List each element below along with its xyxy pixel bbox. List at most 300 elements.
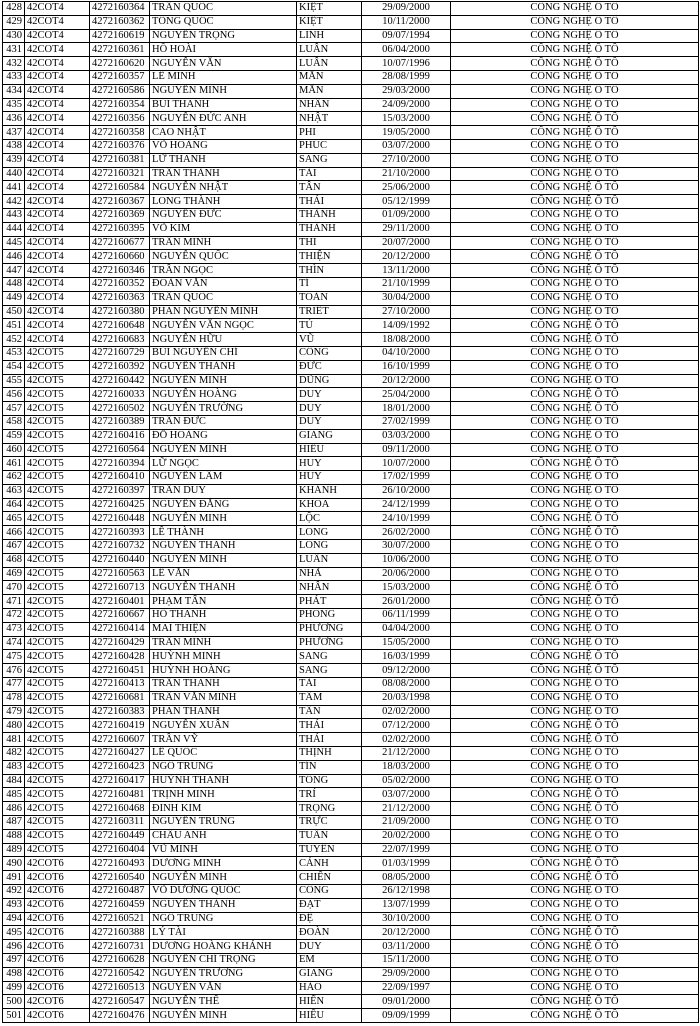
- row-number-cell: 499: [3, 981, 25, 995]
- major-cell: CÔNG NGHỆ Ô TÔ: [451, 374, 699, 388]
- row-number-cell: 500: [3, 995, 25, 1009]
- table-row: [3, 567, 699, 581]
- student-id-cell: 4272160540: [90, 871, 150, 885]
- major-cell: CÔNG NGHỆ Ô TÔ: [451, 70, 699, 84]
- student-id-cell: 4272160394: [90, 457, 150, 471]
- first-name-cell: THÁI: [297, 195, 362, 209]
- last-middle-name-cell: LÊ VĂN: [150, 567, 297, 581]
- table-row: [3, 816, 699, 830]
- major-cell: CÔNG NGHỆ Ô TÔ: [451, 691, 699, 705]
- last-middle-name-cell: NGUYỄN TRUNG: [150, 816, 297, 830]
- row-number-cell: 494: [3, 912, 25, 926]
- major-cell: CÔNG NGHỆ Ô TÔ: [451, 305, 699, 319]
- row-number-cell: 438: [3, 139, 25, 153]
- first-name-cell: TUYÊN: [297, 843, 362, 857]
- row-number-cell: 496: [3, 940, 25, 954]
- date-of-birth-cell: 18/01/2000: [362, 402, 451, 416]
- row-number-cell: 465: [3, 512, 25, 526]
- table-row: [3, 802, 699, 816]
- class-code-cell: 42COT6: [25, 995, 90, 1009]
- date-of-birth-cell: 22/07/1999: [362, 843, 451, 857]
- row-number-cell: 490: [3, 857, 25, 871]
- class-code-cell: 42COT6: [25, 898, 90, 912]
- table-row: [3, 898, 699, 912]
- class-code-cell: 42COT5: [25, 705, 90, 719]
- table-row: [3, 126, 699, 140]
- row-number-cell: 471: [3, 595, 25, 609]
- last-middle-name-cell: NGUYỄN ĐĂNG: [150, 498, 297, 512]
- major-cell: CÔNG NGHỆ Ô TÔ: [451, 622, 699, 636]
- first-name-cell: TRỌNG: [297, 802, 362, 816]
- student-id-cell: 4272160367: [90, 195, 150, 209]
- row-number-cell: 492: [3, 885, 25, 899]
- major-cell: CÔNG NGHỆ Ô TÔ: [451, 609, 699, 623]
- last-middle-name-cell: NGUYỄN TRỌNG: [150, 29, 297, 43]
- student-id-cell: 4272160369: [90, 208, 150, 222]
- student-id-cell: 4272160619: [90, 29, 150, 43]
- row-number-cell: 479: [3, 705, 25, 719]
- student-id-cell: 4272160451: [90, 664, 150, 678]
- major-cell: CÔNG NGHỆ Ô TÔ: [451, 981, 699, 995]
- date-of-birth-cell: 15/05/2000: [362, 636, 451, 650]
- class-code-cell: 42COT4: [25, 277, 90, 291]
- last-middle-name-cell: TRẦN THÀNH: [150, 167, 297, 181]
- class-code-cell: 42COT5: [25, 540, 90, 554]
- date-of-birth-cell: 08/05/2000: [362, 871, 451, 885]
- major-cell: CÔNG NGHỆ Ô TÔ: [451, 2, 699, 16]
- first-name-cell: ĐỆ: [297, 912, 362, 926]
- first-name-cell: PHONG: [297, 609, 362, 623]
- last-middle-name-cell: TÔNG QUỐC: [150, 15, 297, 29]
- last-middle-name-cell: NGUYỄN MINH: [150, 84, 297, 98]
- first-name-cell: LUÂN: [297, 57, 362, 71]
- class-code-cell: 42COT5: [25, 553, 90, 567]
- major-cell: CÔNG NGHỆ Ô TÔ: [451, 733, 699, 747]
- class-code-cell: 42COT5: [25, 429, 90, 443]
- row-number-cell: 431: [3, 43, 25, 57]
- table-row: [3, 388, 699, 402]
- date-of-birth-cell: 16/10/1999: [362, 360, 451, 374]
- major-cell: CÔNG NGHỆ Ô TÔ: [451, 581, 699, 595]
- student-id-cell: 4272160417: [90, 774, 150, 788]
- date-of-birth-cell: 21/10/1999: [362, 277, 451, 291]
- class-code-cell: 42COT4: [25, 305, 90, 319]
- first-name-cell: LỘC: [297, 512, 362, 526]
- table-row: [3, 374, 699, 388]
- date-of-birth-cell: 06/04/2000: [362, 43, 451, 57]
- first-name-cell: HUY: [297, 471, 362, 485]
- last-middle-name-cell: NGUYỄN ĐỨC ANH: [150, 112, 297, 126]
- row-number-cell: 440: [3, 167, 25, 181]
- major-cell: CÔNG NGHỆ Ô TÔ: [451, 126, 699, 140]
- table-row: [3, 333, 699, 347]
- student-id-cell: 4272160428: [90, 650, 150, 664]
- student-id-cell: 4272160358: [90, 126, 150, 140]
- class-code-cell: 42COT4: [25, 319, 90, 333]
- date-of-birth-cell: 02/02/2000: [362, 705, 451, 719]
- student-id-cell: 4272160346: [90, 264, 150, 278]
- class-code-cell: 42COT5: [25, 760, 90, 774]
- row-number-cell: 428: [3, 2, 25, 16]
- class-code-cell: 42COT5: [25, 581, 90, 595]
- class-code-cell: 42COT5: [25, 664, 90, 678]
- last-middle-name-cell: TRẦN VĂN MINH: [150, 691, 297, 705]
- date-of-birth-cell: 04/10/2000: [362, 346, 451, 360]
- date-of-birth-cell: 22/09/1997: [362, 981, 451, 995]
- row-number-cell: 498: [3, 967, 25, 981]
- major-cell: CÔNG NGHỆ Ô TÔ: [451, 664, 699, 678]
- class-code-cell: 42COT5: [25, 402, 90, 416]
- major-cell: CÔNG NGHỆ Ô TÔ: [451, 553, 699, 567]
- major-cell: CÔNG NGHỆ Ô TÔ: [451, 898, 699, 912]
- date-of-birth-cell: 15/11/2000: [362, 953, 451, 967]
- first-name-cell: HUY: [297, 457, 362, 471]
- date-of-birth-cell: 26/02/2000: [362, 526, 451, 540]
- last-middle-name-cell: NGUYỄN MINH: [150, 553, 297, 567]
- last-middle-name-cell: NGUYỄN THẾ: [150, 995, 297, 1009]
- last-middle-name-cell: BÙI THANH: [150, 98, 297, 112]
- student-list-table: [2, 1, 699, 1023]
- row-number-cell: 453: [3, 346, 25, 360]
- row-number-cell: 501: [3, 1009, 25, 1023]
- class-code-cell: 42COT5: [25, 829, 90, 843]
- table-row: [3, 291, 699, 305]
- date-of-birth-cell: 01/09/2000: [362, 208, 451, 222]
- last-middle-name-cell: DƯƠNG HOÀNG KHÁNH: [150, 940, 297, 954]
- class-code-cell: 42COT5: [25, 719, 90, 733]
- last-middle-name-cell: NGUYỄN TRƯỜNG: [150, 402, 297, 416]
- class-code-cell: 42COT5: [25, 774, 90, 788]
- student-id-cell: 4272160628: [90, 953, 150, 967]
- row-number-cell: 442: [3, 195, 25, 209]
- last-middle-name-cell: LÊ QUỐC: [150, 747, 297, 761]
- major-cell: CÔNG NGHỆ Ô TÔ: [451, 816, 699, 830]
- date-of-birth-cell: 29/11/2000: [362, 222, 451, 236]
- first-name-cell: HIẾU: [297, 1009, 362, 1023]
- class-code-cell: 42COT4: [25, 236, 90, 250]
- date-of-birth-cell: 25/04/2000: [362, 388, 451, 402]
- date-of-birth-cell: 03/07/2000: [362, 139, 451, 153]
- table-row: [3, 678, 699, 692]
- student-id-cell: 4272160620: [90, 57, 150, 71]
- date-of-birth-cell: 20/12/2000: [362, 374, 451, 388]
- date-of-birth-cell: 09/07/1994: [362, 29, 451, 43]
- major-cell: CÔNG NGHỆ Ô TÔ: [451, 429, 699, 443]
- class-code-cell: 42COT4: [25, 57, 90, 71]
- last-middle-name-cell: TRẦN MINH: [150, 636, 297, 650]
- date-of-birth-cell: 09/09/1999: [362, 1009, 451, 1023]
- row-number-cell: 446: [3, 250, 25, 264]
- table-row: [3, 857, 699, 871]
- row-number-cell: 474: [3, 636, 25, 650]
- first-name-cell: PHÁT: [297, 595, 362, 609]
- date-of-birth-cell: 10/07/1996: [362, 57, 451, 71]
- first-name-cell: TÍN: [297, 760, 362, 774]
- class-code-cell: 42COT6: [25, 912, 90, 926]
- row-number-cell: 466: [3, 526, 25, 540]
- class-code-cell: 42COT6: [25, 885, 90, 899]
- major-cell: CÔNG NGHỆ Ô TÔ: [451, 926, 699, 940]
- class-code-cell: 42COT4: [25, 291, 90, 305]
- row-number-cell: 464: [3, 498, 25, 512]
- first-name-cell: ĐOÀN: [297, 926, 362, 940]
- student-id-cell: 4272160448: [90, 512, 150, 526]
- student-id-cell: 4272160683: [90, 333, 150, 347]
- student-id-cell: 4272160425: [90, 498, 150, 512]
- date-of-birth-cell: 29/09/2000: [362, 2, 451, 16]
- row-number-cell: 461: [3, 457, 25, 471]
- row-number-cell: 476: [3, 664, 25, 678]
- table-row: [3, 967, 699, 981]
- first-name-cell: TÂM: [297, 691, 362, 705]
- first-name-cell: GIANG: [297, 429, 362, 443]
- student-id-cell: 4272160429: [90, 636, 150, 650]
- first-name-cell: TÀI: [297, 678, 362, 692]
- major-cell: CÔNG NGHỆ Ô TÔ: [451, 181, 699, 195]
- student-id-cell: 4272160713: [90, 581, 150, 595]
- class-code-cell: 42COT4: [25, 333, 90, 347]
- first-name-cell: THÀNH: [297, 222, 362, 236]
- last-middle-name-cell: VÕ DƯƠNG QUỐC: [150, 885, 297, 899]
- row-number-cell: 432: [3, 57, 25, 71]
- major-cell: CÔNG NGHỆ Ô TÔ: [451, 222, 699, 236]
- class-code-cell: 42COT5: [25, 567, 90, 581]
- row-number-cell: 460: [3, 443, 25, 457]
- first-name-cell: TUẤN: [297, 829, 362, 843]
- table-row: [3, 940, 699, 954]
- table-row: [3, 691, 699, 705]
- major-cell: CÔNG NGHỆ Ô TÔ: [451, 857, 699, 871]
- first-name-cell: THI: [297, 236, 362, 250]
- date-of-birth-cell: 24/12/1999: [362, 498, 451, 512]
- major-cell: CÔNG NGHỆ Ô TÔ: [451, 291, 699, 305]
- class-code-cell: 42COT5: [25, 691, 90, 705]
- student-id-cell: 4272160681: [90, 691, 150, 705]
- table-row: [3, 222, 699, 236]
- table-row: [3, 402, 699, 416]
- first-name-cell: THÀNH: [297, 208, 362, 222]
- table-row: [3, 760, 699, 774]
- student-id-cell: 4272160363: [90, 291, 150, 305]
- date-of-birth-cell: 21/10/2000: [362, 167, 451, 181]
- date-of-birth-cell: 18/03/2000: [362, 760, 451, 774]
- student-id-cell: 4272160410: [90, 471, 150, 485]
- row-number-cell: 437: [3, 126, 25, 140]
- first-name-cell: SANG: [297, 153, 362, 167]
- student-id-cell: 4272160393: [90, 526, 150, 540]
- student-id-cell: 4272160732: [90, 540, 150, 554]
- student-id-cell: 4272160607: [90, 733, 150, 747]
- date-of-birth-cell: 20/02/2000: [362, 829, 451, 843]
- student-id-cell: 4272160677: [90, 236, 150, 250]
- first-name-cell: EM: [297, 953, 362, 967]
- first-name-cell: DŨNG: [297, 374, 362, 388]
- row-number-cell: 435: [3, 98, 25, 112]
- last-middle-name-cell: NGUYỄN MINH: [150, 443, 297, 457]
- table-row: [3, 829, 699, 843]
- first-name-cell: HIỂN: [297, 995, 362, 1009]
- first-name-cell: KHOA: [297, 498, 362, 512]
- last-middle-name-cell: DƯƠNG MINH: [150, 857, 297, 871]
- student-id-cell: 4272160381: [90, 153, 150, 167]
- table-row: [3, 788, 699, 802]
- class-code-cell: 42COT6: [25, 953, 90, 967]
- date-of-birth-cell: 10/07/2000: [362, 457, 451, 471]
- table-row: [3, 181, 699, 195]
- table-row: [3, 167, 699, 181]
- student-id-cell: 4272160413: [90, 678, 150, 692]
- first-name-cell: MẪN: [297, 70, 362, 84]
- major-cell: CÔNG NGHỆ Ô TÔ: [451, 29, 699, 43]
- student-id-cell: 4272160513: [90, 981, 150, 995]
- date-of-birth-cell: 09/12/2000: [362, 664, 451, 678]
- row-number-cell: 491: [3, 871, 25, 885]
- student-id-cell: 4272160419: [90, 719, 150, 733]
- last-middle-name-cell: LÝ TÀI: [150, 926, 297, 940]
- student-id-cell: 4272160660: [90, 250, 150, 264]
- class-code-cell: 42COT5: [25, 650, 90, 664]
- last-middle-name-cell: VŨ MINH: [150, 843, 297, 857]
- date-of-birth-cell: 20/06/2000: [362, 567, 451, 581]
- row-number-cell: 439: [3, 153, 25, 167]
- student-id-cell: 4272160392: [90, 360, 150, 374]
- last-middle-name-cell: BÙI NGUYỄN CHÍ: [150, 346, 297, 360]
- date-of-birth-cell: 27/10/2000: [362, 153, 451, 167]
- first-name-cell: SANG: [297, 650, 362, 664]
- first-name-cell: THÁI: [297, 733, 362, 747]
- last-middle-name-cell: TRẦN ĐỨC: [150, 415, 297, 429]
- date-of-birth-cell: 30/04/2000: [362, 291, 451, 305]
- last-middle-name-cell: NGUYỄN MINH: [150, 374, 297, 388]
- table-row: [3, 1009, 699, 1023]
- date-of-birth-cell: 16/03/1999: [362, 650, 451, 664]
- date-of-birth-cell: 28/08/1999: [362, 70, 451, 84]
- major-cell: CÔNG NGHỆ Ô TÔ: [451, 595, 699, 609]
- class-code-cell: 42COT5: [25, 374, 90, 388]
- student-id-cell: 4272160459: [90, 898, 150, 912]
- row-number-cell: 441: [3, 181, 25, 195]
- first-name-cell: KHÁNH: [297, 484, 362, 498]
- table-row: [3, 250, 699, 264]
- row-number-cell: 449: [3, 291, 25, 305]
- class-code-cell: 42COT4: [25, 250, 90, 264]
- date-of-birth-cell: 20/12/2000: [362, 250, 451, 264]
- last-middle-name-cell: NGUYỄN THANH: [150, 581, 297, 595]
- first-name-cell: TRỰC: [297, 816, 362, 830]
- class-code-cell: 42COT5: [25, 747, 90, 761]
- major-cell: CÔNG NGHỆ Ô TÔ: [451, 995, 699, 1009]
- major-cell: CÔNG NGHỆ Ô TÔ: [451, 43, 699, 57]
- class-code-cell: 42COT4: [25, 181, 90, 195]
- last-middle-name-cell: LÊ THÀNH: [150, 526, 297, 540]
- major-cell: CÔNG NGHỆ Ô TÔ: [451, 457, 699, 471]
- last-middle-name-cell: HUỲNH HOÀNG: [150, 664, 297, 678]
- student-id-cell: 4272160352: [90, 277, 150, 291]
- row-number-cell: 475: [3, 650, 25, 664]
- class-code-cell: 42COT5: [25, 457, 90, 471]
- major-cell: CÔNG NGHỆ Ô TÔ: [451, 526, 699, 540]
- student-id-cell: 4272160427: [90, 747, 150, 761]
- row-number-cell: 452: [3, 333, 25, 347]
- date-of-birth-cell: 06/11/1999: [362, 609, 451, 623]
- table-row: [3, 953, 699, 967]
- first-name-cell: LONG: [297, 540, 362, 554]
- date-of-birth-cell: 27/02/1999: [362, 415, 451, 429]
- student-id-cell: 4272160481: [90, 788, 150, 802]
- class-code-cell: 42COT5: [25, 622, 90, 636]
- student-id-cell: 4272160361: [90, 43, 150, 57]
- table-body: [3, 2, 699, 1023]
- row-number-cell: 430: [3, 29, 25, 43]
- student-id-cell: 4272160729: [90, 346, 150, 360]
- major-cell: CÔNG NGHỆ Ô TÔ: [451, 84, 699, 98]
- last-middle-name-cell: PHAN NGUYỄN MINH: [150, 305, 297, 319]
- student-id-cell: 4272160357: [90, 70, 150, 84]
- last-middle-name-cell: NGUYỄN MINH: [150, 871, 297, 885]
- row-number-cell: 487: [3, 816, 25, 830]
- row-number-cell: 429: [3, 15, 25, 29]
- table-row: [3, 346, 699, 360]
- class-code-cell: 42COT6: [25, 926, 90, 940]
- major-cell: CÔNG NGHỆ Ô TÔ: [451, 167, 699, 181]
- date-of-birth-cell: 10/06/2000: [362, 553, 451, 567]
- class-code-cell: 42COT4: [25, 208, 90, 222]
- major-cell: CÔNG NGHỆ Ô TÔ: [451, 98, 699, 112]
- first-name-cell: HIẾU: [297, 443, 362, 457]
- first-name-cell: DUY: [297, 940, 362, 954]
- class-code-cell: 42COT4: [25, 84, 90, 98]
- table-row: [3, 319, 699, 333]
- row-number-cell: 447: [3, 264, 25, 278]
- row-number-cell: 470: [3, 581, 25, 595]
- date-of-birth-cell: 21/12/2000: [362, 747, 451, 761]
- table-row: [3, 747, 699, 761]
- last-middle-name-cell: VÕ HOÀNG: [150, 139, 297, 153]
- major-cell: CÔNG NGHỆ Ô TÔ: [451, 678, 699, 692]
- first-name-cell: CHIẾN: [297, 871, 362, 885]
- table-row: [3, 595, 699, 609]
- row-number-cell: 478: [3, 691, 25, 705]
- class-code-cell: 42COT5: [25, 802, 90, 816]
- table-row: [3, 153, 699, 167]
- first-name-cell: SANG: [297, 664, 362, 678]
- last-middle-name-cell: NGUYỄN NHẬT: [150, 181, 297, 195]
- row-number-cell: 467: [3, 540, 25, 554]
- table-row: [3, 415, 699, 429]
- major-cell: CÔNG NGHỆ Ô TÔ: [451, 236, 699, 250]
- class-code-cell: 42COT5: [25, 636, 90, 650]
- row-number-cell: 469: [3, 567, 25, 581]
- table-row: [3, 471, 699, 485]
- last-middle-name-cell: NGUYỄN MINH: [150, 512, 297, 526]
- student-id-cell: 4272160401: [90, 595, 150, 609]
- table-row: [3, 498, 699, 512]
- class-code-cell: 42COT6: [25, 967, 90, 981]
- student-id-cell: 4272160487: [90, 885, 150, 899]
- date-of-birth-cell: 24/09/2000: [362, 98, 451, 112]
- date-of-birth-cell: 13/11/2000: [362, 264, 451, 278]
- row-number-cell: 472: [3, 609, 25, 623]
- table-row: [3, 112, 699, 126]
- class-code-cell: 42COT5: [25, 443, 90, 457]
- table-row: [3, 277, 699, 291]
- major-cell: CÔNG NGHỆ Ô TÔ: [451, 940, 699, 954]
- class-code-cell: 42COT4: [25, 112, 90, 126]
- first-name-cell: PHI: [297, 126, 362, 140]
- table-row: [3, 774, 699, 788]
- first-name-cell: DUY: [297, 402, 362, 416]
- major-cell: CÔNG NGHỆ Ô TÔ: [451, 195, 699, 209]
